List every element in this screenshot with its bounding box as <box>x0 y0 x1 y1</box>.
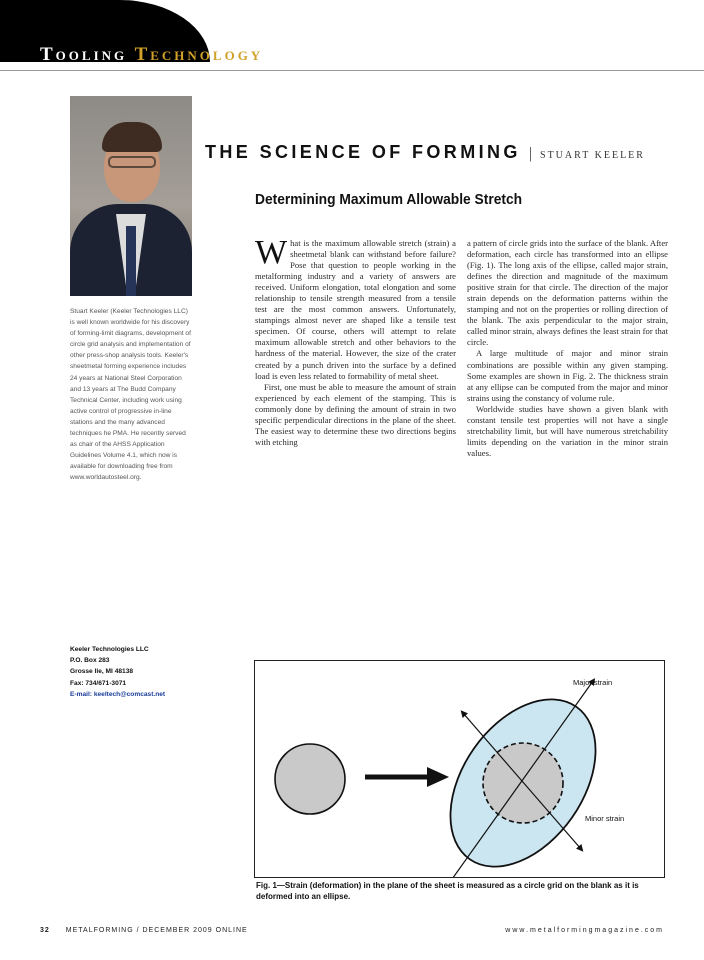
footer-publication: METALFORMING / DECEMBER 2009 ONLINE <box>65 927 248 934</box>
page-number: 32 <box>40 927 50 934</box>
paragraph-text: hat is the maximum allowable stretch (strain) a sheetmetal blank can withstand before failure? Pose that question to people working in the metalforming industry and a variety of answers are received. Uniform elongation, total elongation and some relationship to tensile strength measured from a tensile test are the most common answers. Unfortunately, stampings almost never are shaped like a tensile test specimen. Of course, others will attempt to relate maximum allowable stretch and other behaviors to the hardness of the material. However, the size of the crater created by a punch driven into the surface by a defined load is even less related to formability of metal sheet. <box>255 238 456 381</box>
author-contact <box>70 644 210 700</box>
section-word-tooling: Tooling <box>40 44 128 65</box>
section-word-technology: Technology <box>134 44 264 65</box>
contact-city: Grosse Ile, MI 48138 <box>70 668 134 676</box>
major-strain-label: Major strain <box>573 678 613 687</box>
author-bio: Stuart Keeler (Keeler Technologies LLC) is well known worldwide for his discovery of forming-limit diagrams, development of circle grid analysis and implementation of other press-shop analysis tools. Keeler's sheetmetal forming experience includes 24 years at National Steel Corporation and 13 years at The Budd Company Technical Center, including work using active control of progressive in-line stations and the many advanced techniques he PMA. He recently served as chair of the AHSS Application Guidelines Volume 4.1, which now is available for downloading free from www.worldautosteel.org. <box>70 308 191 482</box>
article-column-1 <box>255 238 456 638</box>
article-title: Determining Maximum Allowable Stretch <box>255 191 523 208</box>
strain-diagram <box>255 661 664 877</box>
column-header <box>205 142 645 163</box>
transform-arrow-head <box>427 767 449 787</box>
author-photo <box>70 96 192 296</box>
section-header <box>40 44 263 66</box>
article-paragraph <box>255 238 456 382</box>
article-paragraph: A large multitude of major and minor strain combinations are possible within any given stamping. Some examples are shown in Fig. 2. The thickness strain at any ellipse can be computed from the major and minor strains using the constancy of volume rule. <box>467 348 668 403</box>
article-column-2 <box>467 238 668 638</box>
column-author: STUART KEELER <box>540 150 645 161</box>
contact-company: Keeler Technologies LLC <box>70 646 149 653</box>
header-rule <box>0 70 704 71</box>
article-paragraph: First, one must be able to measure the amount of strain experienced by each element of the stamping. This is commonly done by defining the amount of strain in two specific perpendicular directions in the plane of the sheet. The easiest way to determine these two directions begins with etching <box>255 381 456 447</box>
undeformed-circle <box>275 744 345 814</box>
contact-email-link[interactable]: E-mail: keeltech@comcast.net <box>70 690 166 698</box>
article-paragraph: Worldwide studies have shown a given blank with constant tensile test properties will not have a single stretchability limit, but will have numerous stretchability limits depending on the variation in the minor strain values. <box>467 403 668 458</box>
column-title: THE SCIENCE OF FORMING <box>205 142 521 162</box>
figure-caption: Fig. 1—Strain (deformation) in the plane of the sheet is measured as a circle grid on the blank as it is deformed into an ellipse. <box>256 881 639 901</box>
drop-cap: W <box>255 238 288 271</box>
column-separator: | <box>528 145 533 162</box>
article-paragraph: a pattern of circle grids into the surface of the blank. After deformation, each circle has transformed into an ellipse (Fig. 1). The long axis of the ellipse, called major strain, defines the direction and magnitude of the maximum positive strain for that circle. The direction of the major strain depends on the deformation patterns within the stamping and not on the properties or rolling direction of the blank. The axis perpendicular to the major strain, called minor strain, always defines the least strain for that circle. <box>467 238 668 348</box>
minor-strain-label: Minor strain <box>585 814 625 823</box>
figure-1 <box>254 660 665 878</box>
contact-fax: Fax: 734/671-3071 <box>70 679 127 687</box>
contact-po-box: P.O. Box 283 <box>70 657 110 665</box>
footer-left <box>40 927 248 934</box>
footer-website-link[interactable]: www.metalformingmagazine.com <box>505 927 664 934</box>
